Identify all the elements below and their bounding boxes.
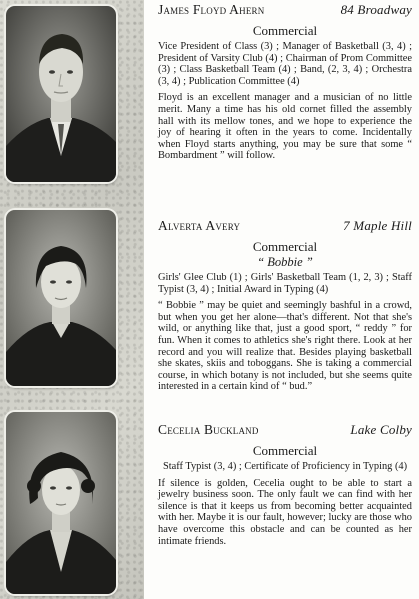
entry-buckland — [158, 422, 412, 547]
student-address: 7 Maple Hill — [343, 218, 412, 233]
course-label: Commercial — [252, 239, 318, 254]
entry-ahern — [158, 2, 412, 162]
portrait-photo-ahern — [6, 6, 116, 182]
entry-header — [158, 218, 412, 233]
activities-list: Girls' Glee Club (1) ; Girls' Basketball Team (1, 2, 3) ; Staff Typist (3, 4) ; Initial Award in Typing (4) — [158, 272, 412, 295]
activities-list: Staff Typist (3, 4) ; Certificate of Proficiency in Typing (4) — [162, 461, 408, 472]
entry-avery — [158, 218, 412, 393]
student-address: 84 Broadway — [340, 2, 412, 17]
student-bio: If silence is golden, Cecelia ought to be able to start a jewelry business soon. The only fault we can find with her silence is that it keeps us from becoming better acquainted with her. Maybe it is our fault, however; lucky are those who have overcome this obstacle and can be counted as her intimate friends. — [158, 477, 412, 547]
student-name: James Floyd Ahern — [158, 2, 265, 17]
photo-strip — [0, 0, 144, 599]
student-address: Lake Colby — [350, 422, 412, 437]
entry-header — [158, 422, 412, 437]
student-bio: “ Bobbie ” may be quiet and seemingly bashful in a crowd, but when you get her alone—that's different. Not that she's wild, or anything like that, just a good sport, “ reddy ” for fun. When it comes to athletics she's right there. Look at her record and you will realize that. Besides playing basketball she skates, skiis and toboggans. She is taking a commercial course, in which botany is not included, but she seems quite interested in a certain kind of “ bud.” — [158, 300, 412, 393]
student-name: Cecelia Buckland — [158, 422, 259, 437]
course-label: Commercial — [252, 23, 318, 38]
course-label: Commercial — [252, 443, 318, 458]
student-name: Alverta Avery — [158, 218, 241, 233]
activities-list: Vice President of Class (3) ; Manager of Basketball (3, 4) ; President of Varsity Club (4) ; Chairman of Prom Committee (3) ; Class Basketball Team (4) ; Band, (2, 3, 4) ; Orchestra (3, 4) ; Publication Committee (4) — [158, 41, 412, 87]
portrait-photo-avery — [6, 210, 116, 386]
portrait-photo-buckland — [6, 412, 116, 594]
entry-header — [158, 2, 412, 17]
student-nickname: “ Bobbie ” — [257, 255, 313, 269]
student-bio: Floyd is an excellent manager and a musician of no little merit. Many a time has his old cornet filled the assembly hall with its mellow tones, and we hope to experience the joy of hearing it often in the years to come. Incidentally when Floyd starts anything, you may be sure that some “ Bombardment ” will follow. — [158, 92, 412, 162]
